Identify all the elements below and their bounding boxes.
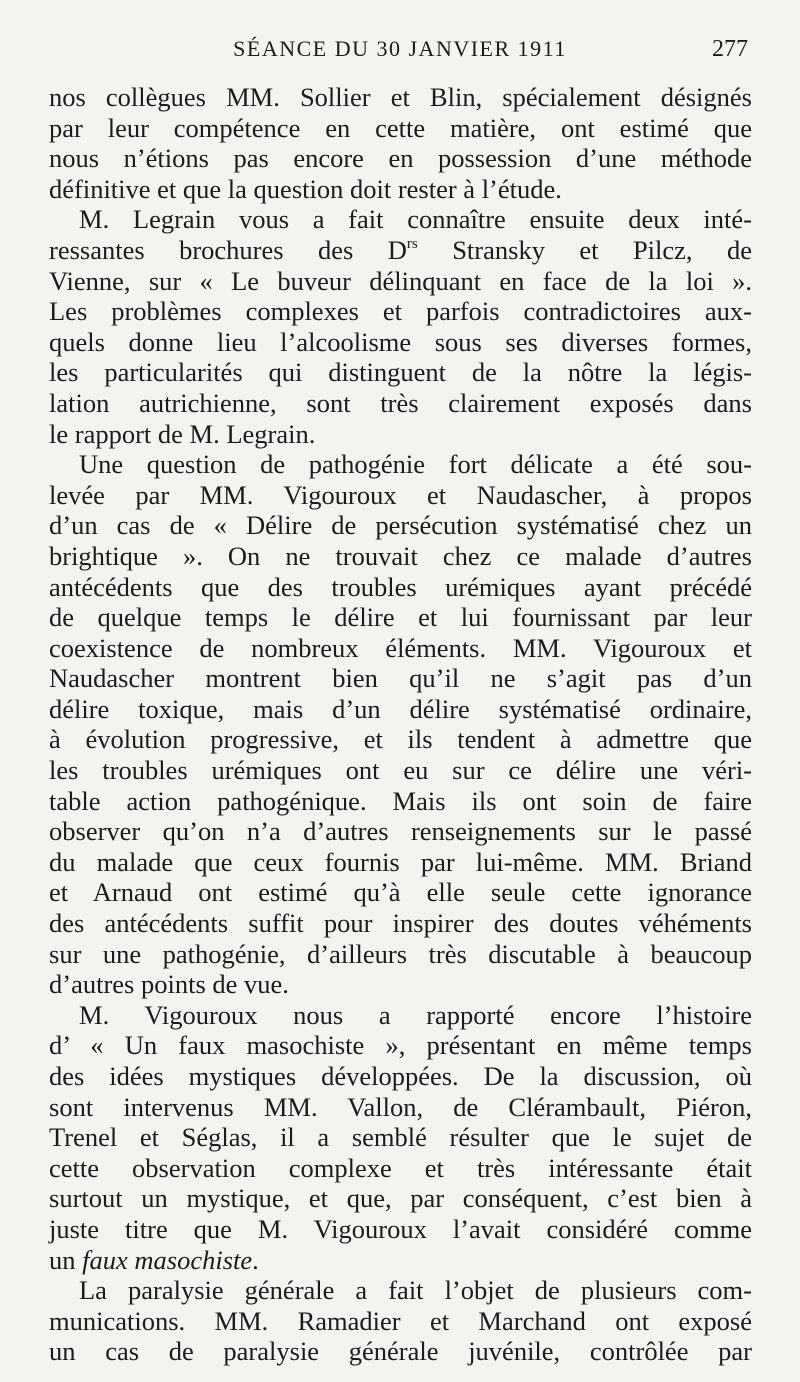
body-text [49, 82, 752, 1367]
text-line: sur une pathogénie, d’ailleurs très discutable à beaucoup [49, 938, 752, 969]
text-line: du malade que ceux fournis par lui-même. MM. Briand [49, 846, 752, 877]
text-line: par leur compétence en cette matière, ont estimé que [49, 112, 752, 143]
text-line: juste titre que M. Vigouroux l’avait considéré comme [49, 1213, 752, 1244]
text-fragment: Stransky et Pilcz, de [417, 234, 752, 265]
text-fragment: ressantes brochures des D [49, 234, 407, 265]
text-line: Vienne, sur « Le buveur délinquant en face de la loi ». [49, 265, 752, 296]
running-head [0, 34, 800, 74]
text-line: les troubles urémiques ont eu sur ce délire une véri- [49, 755, 752, 786]
running-title: SÉANCE DU 30 JANVIER 1911 [233, 36, 567, 61]
text-line: M. Legrain vous a fait connaître ensuite deux inté- [79, 204, 752, 235]
text-line: lation autrichienne, sont très clairement exposés dans [49, 387, 752, 418]
text-line: sont intervenus MM. Vallon, de Clérambault, Piéron, [49, 1091, 752, 1122]
text-line: cette observation complexe et très intéressante était [49, 1152, 752, 1183]
text-line: de quelque temps le délire et lui fournissant par leur [49, 602, 752, 633]
text-line: nos collègues MM. Sollier et Blin, spécialement désignés [49, 82, 752, 112]
text-line [49, 1245, 752, 1276]
text-line: La paralysie générale a fait l’objet de plusieurs com- [79, 1275, 752, 1306]
text-line: Trenel et Séglas, il a semblé résulter que le sujet de [49, 1122, 752, 1153]
text-line: surtout un mystique, et que, par conséquent, c’est bien à [49, 1183, 752, 1214]
italic-phrase: faux masochiste [82, 1244, 253, 1275]
text-line: table action pathogénique. Mais ils ont soin de faire [49, 785, 752, 816]
text-line: définitive et que la question doit rester à l’étude. [49, 173, 562, 204]
text-line: les particularités qui distinguent de la nôtre la légis- [49, 357, 752, 388]
text-line: brightique ». On ne trouvait chez ce malade d’autres [49, 540, 752, 571]
text-line: des idées mystiques développées. De la discussion, où [49, 1061, 752, 1091]
text-line: des antécédents suffit pour inspirer des doutes véhéments [49, 908, 752, 939]
text-line: à évolution progressive, et ils tendent à admettre que [49, 724, 752, 755]
text-line: Une question de pathogénie fort délicate a été sou- [79, 449, 752, 480]
text-line: Les problèmes complexes et parfois contradictoires aux- [49, 296, 752, 327]
text-line: antécédents que des troubles urémiques ayant précédé [49, 571, 752, 602]
text-line: d’autres points de vue. [49, 969, 289, 1000]
text-line [49, 235, 752, 266]
text-fragment: . [252, 1244, 259, 1275]
text-line: délire toxique, mais d’un délire systématisé ordinaire, [49, 693, 752, 724]
text-line: d’ « Un faux masochiste », présentant en même temps [49, 1030, 752, 1061]
page-number: 277 [712, 36, 748, 62]
text-line: un cas de paralysie générale juvénile, contrôlée par [49, 1336, 752, 1367]
text-line: M. Vigouroux nous a rapporté encore l’histoire [79, 999, 752, 1030]
text-line: Naudascher montrent bien qu’il ne s’agit pas d’un [49, 663, 752, 694]
text-line: observer qu’on n’a d’autres renseignements sur le passé [49, 816, 752, 847]
text-fragment: un [49, 1244, 83, 1275]
text-line: nous n’étions pas encore en possession d’une méthode [49, 143, 752, 174]
text-line: levée par MM. Vigouroux et Naudascher, à propos [49, 479, 752, 510]
text-line: d’un cas de « Délire de persécution systématisé chez un [49, 510, 752, 541]
text-line: le rapport de M. Legrain. [49, 418, 316, 449]
text-line: munications. MM. Ramadier et Marchand ont exposé [49, 1305, 752, 1336]
text-line: coexistence de nombreux éléments. MM. Vigouroux et [49, 632, 752, 663]
text-line: et Arnaud ont estimé qu’à elle seule cette ignorance [49, 877, 752, 908]
text-line: quels donne lieu l’alcoolisme sous ses diverses formes, [49, 326, 752, 357]
superscript: rs [406, 235, 418, 252]
